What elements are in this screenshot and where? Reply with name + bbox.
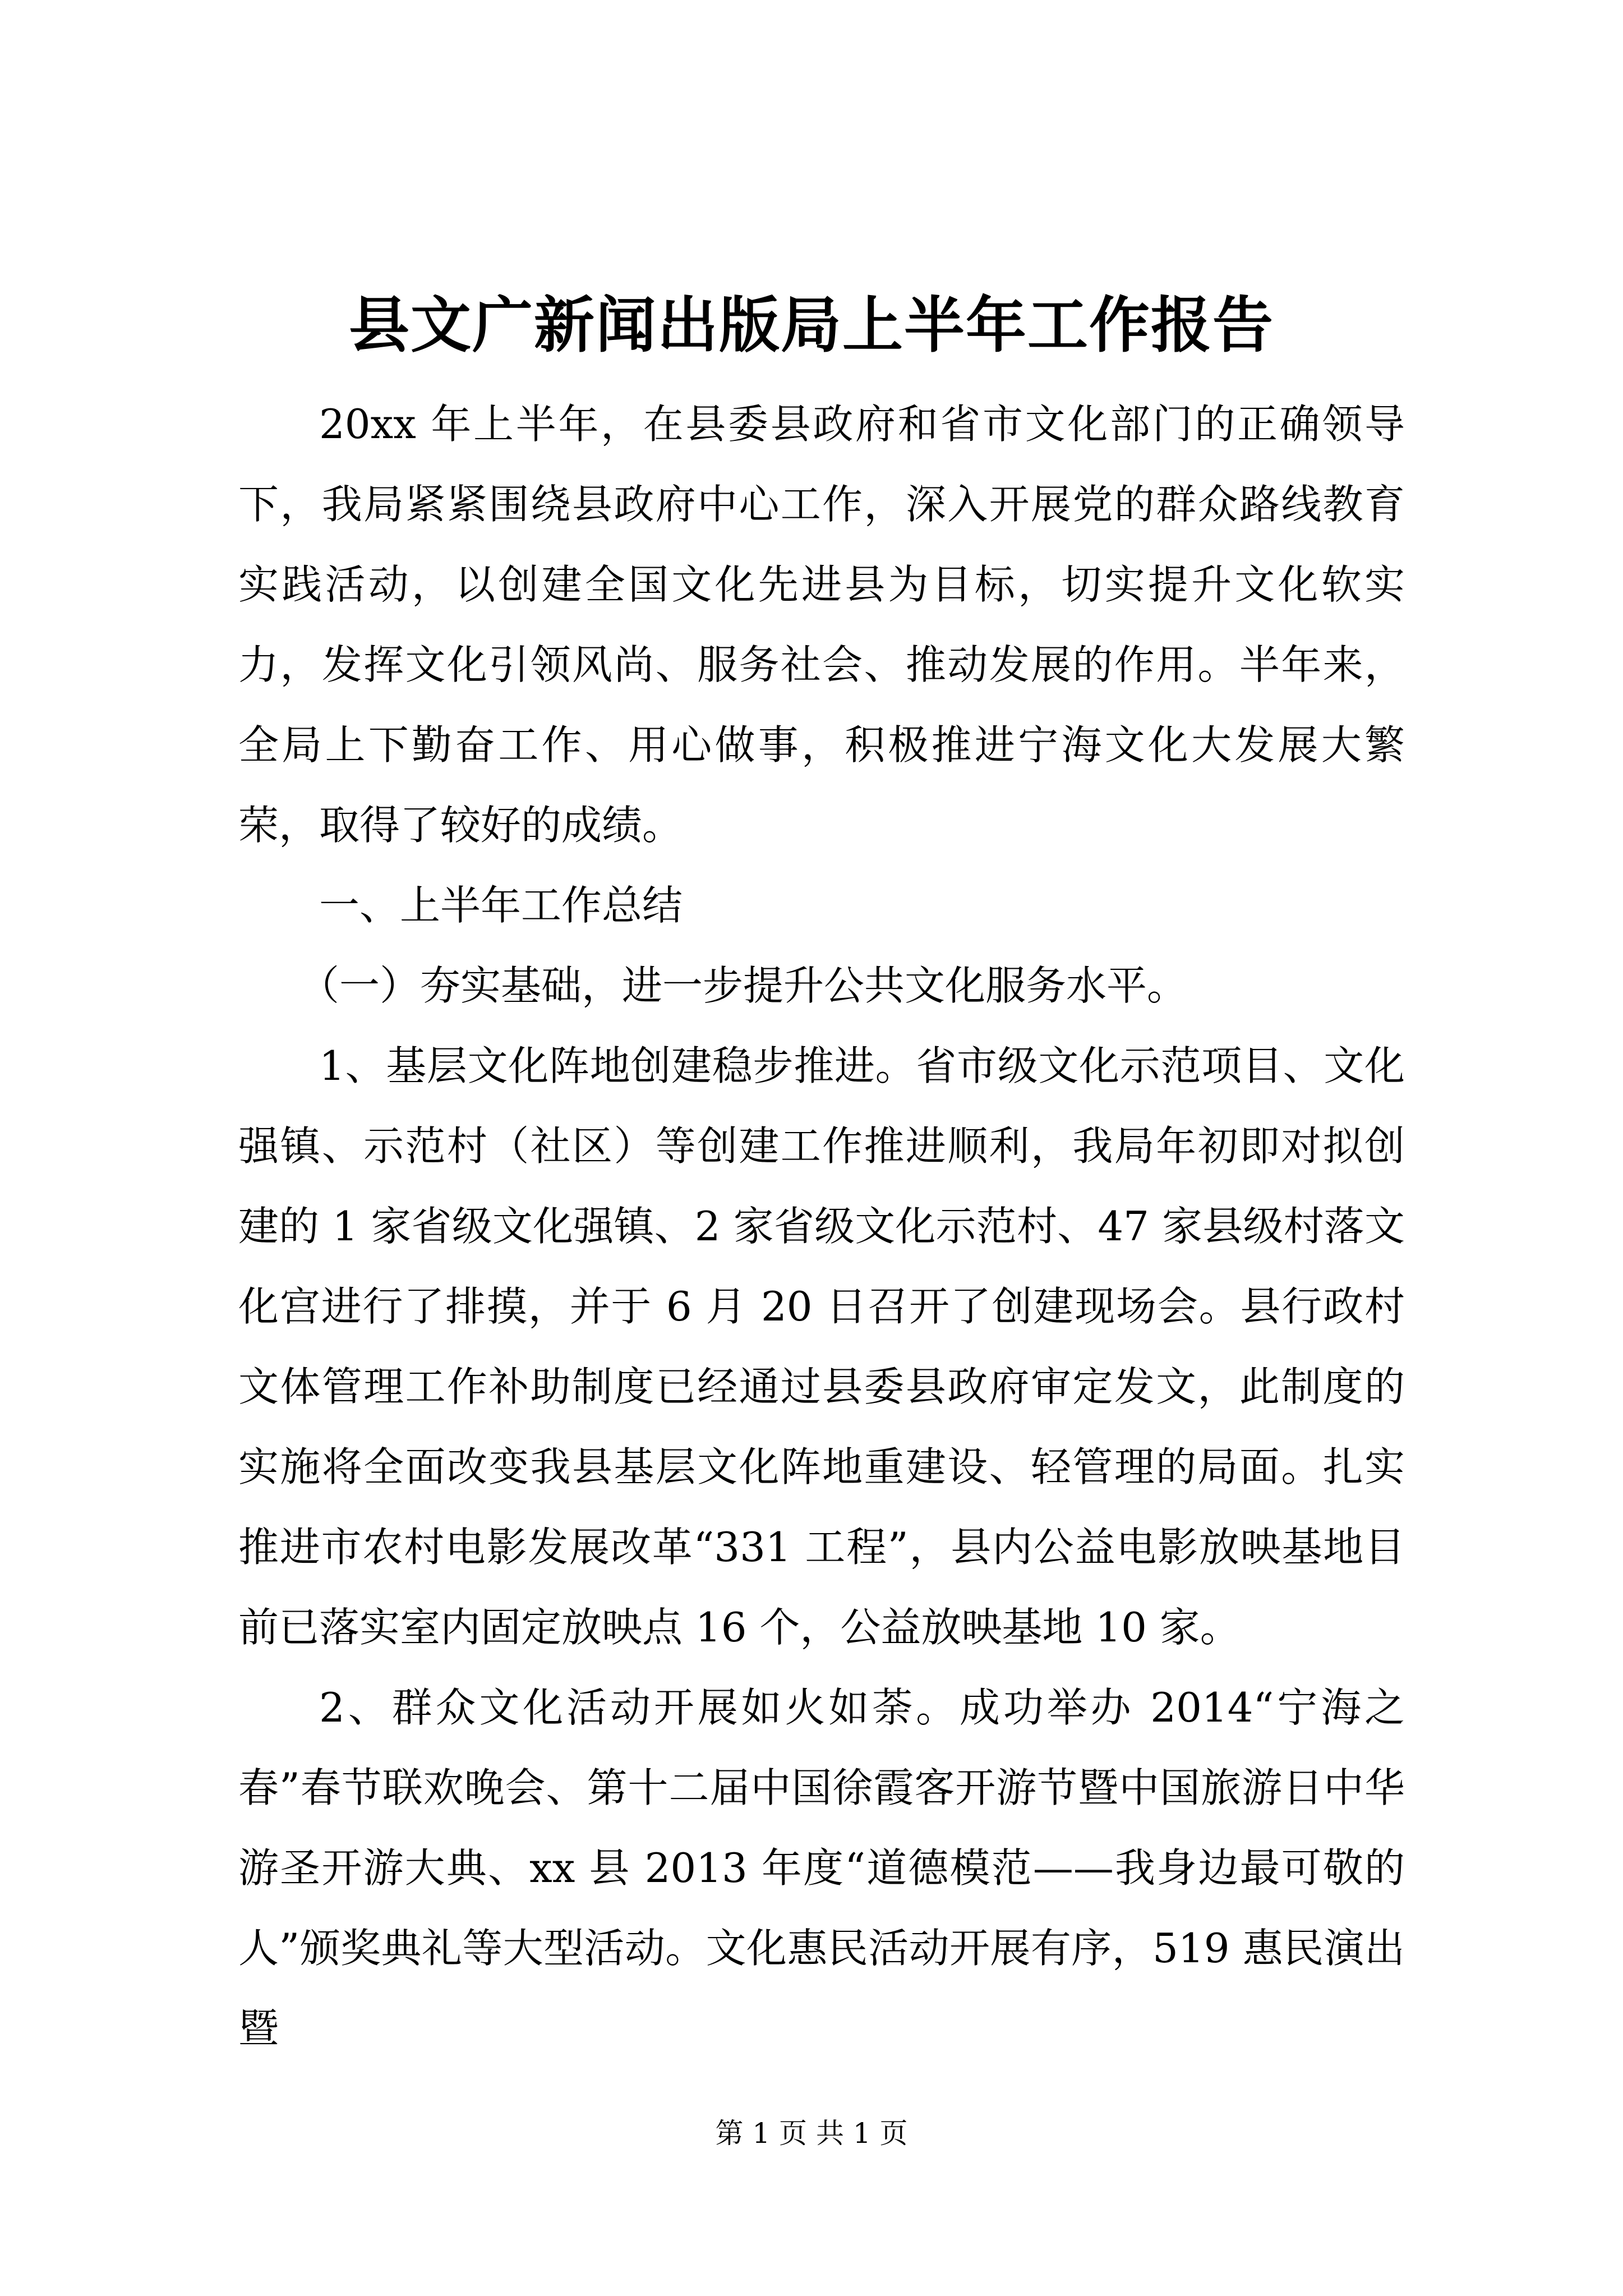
- subsection-heading-foundation: （一）夯实基础，进一步提升公共文化服务水平。: [299, 962, 1188, 1009]
- paragraph-intro: 20xx 年上半年，在县委县政府和省市文化部门的正确领导下，我局紧紧围绕县政府中心工作，深入开展党的群众路线教育实践活动，以创建全国文化先进县为目标，切实提升文化软实力，发挥文化引领风尚、服务社会、推动发展的作用。半年来，全局上下勤奋工作、用心做事，积极推进宁海文化大发展大繁荣，取得了较好的成绩。: [238, 401, 1405, 849]
- document-title: 县文广新闻出版局上半年工作报告: [348, 290, 1274, 361]
- section-heading-summary: 一、上半年工作总结: [319, 882, 683, 929]
- page-footer: 第 1 页 共 1 页: [715, 2117, 908, 2150]
- document-body: [238, 384, 1405, 2069]
- paragraph-mass-culture-activities: 2、群众文化活动开展如火如荼。成功举办 2014“宁海之春”春节联欢晚会、第十二届中国徐霞客开游节暨中国旅游日中华游圣开游大典、xx 县 2013 年度“道德模范——我身边最可敬的人”颁奖典礼等大型活动。文化惠民活动开展有序，519 惠民演出暨: [238, 1684, 1405, 2052]
- paragraph-grassroots-culture: 1、基层文化阵地创建稳步推进。省市级文化示范项目、文化强镇、示范村（社区）等创建工作推进顺利，我局年初即对拟创建的 1 家省级文化强镇、2 家省级文化示范村、47 家县级村落文化宫进行了排摸，并于 6 月 20 日召开了创建现场会。县行政村文体管理工作补助制度已经通过县委县政府审定发文，此制度的实施将全面改变我县基层文化阵地重建设、轻管理的局面。扎实推进市农村电影发展改革“331 工程”，县内公益电影放映基地目前已落实室内固定放映点 16 个，公益放映基地 10 家。: [238, 1042, 1405, 1651]
